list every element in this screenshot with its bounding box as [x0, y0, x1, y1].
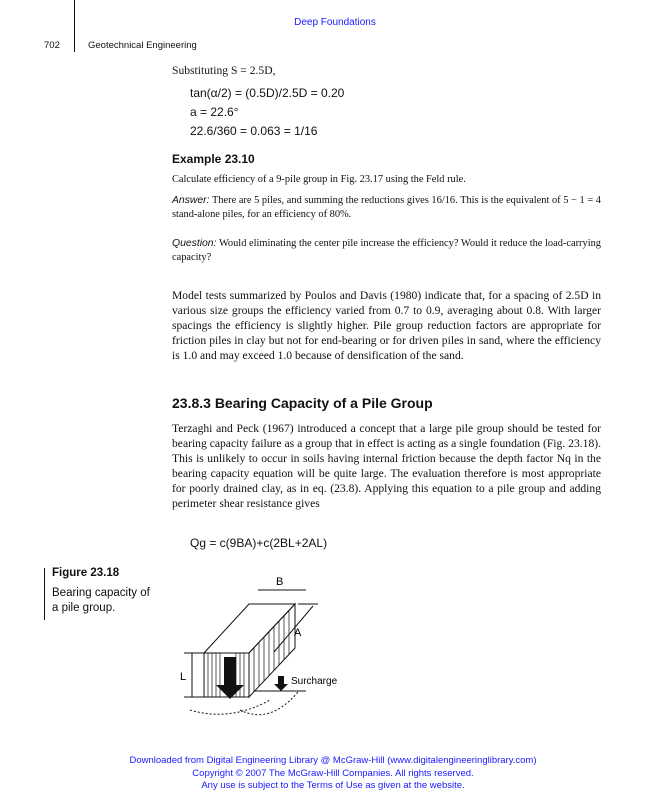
equation-4: Qg = c(9BA)+c(2BL+2AL) — [190, 536, 328, 550]
surcharge-arrow-icon — [274, 676, 288, 691]
header-rule — [74, 0, 75, 52]
question-block — [172, 237, 601, 265]
book-title: Geotechnical Engineering — [88, 40, 197, 51]
footer-copyright: Copyright © 2007 The McGraw-Hill Companies. All rights reserved. — [192, 767, 474, 779]
footer — [0, 755, 666, 793]
chapter-header-link[interactable]: Deep Foundations — [294, 17, 376, 28]
dimension-a-label: A — [294, 627, 302, 639]
dimension-b-label: B — [276, 576, 284, 588]
equation-1: tan(α/2) = (0.5D)/2.5D = 0.20 — [190, 86, 345, 100]
equation-2: a = 22.6° — [190, 105, 239, 119]
paragraph-model-tests: Model tests summarized by Poulos and Davis (1980) indicate that, for a spacing of 2.5D in various size groups the efficiency varied from 0.7 to 0.9, averaging about 0.8. With larger spacings the efficiency is slightly higher. Pile group reduction factors are appropriate for friction piles in clay but not for end-bearing or for driven piles in sand, where the efficiency is 1.0 and may exceed 1.0 because of densification of the sand. — [172, 289, 601, 362]
dimension-l-label: L — [180, 671, 187, 683]
surcharge-label: Surcharge — [291, 676, 338, 687]
substituting-text: Substituting S = 2.5D, — [172, 64, 276, 77]
footer-download-link[interactable]: Downloaded from Digital Engineering Library @ McGraw-Hill (www.digitalengineeringlibrary.com) — [129, 755, 537, 766]
section-title: 23.8.3 Bearing Capacity of a Pile Group — [172, 395, 433, 411]
answer-label: Answer: — [172, 195, 210, 206]
page-number: 702 — [44, 40, 60, 51]
example-text: Calculate efficiency of a 9-pile group in Fig. 23.17 using the Feld rule. — [172, 174, 466, 185]
footer-terms-link[interactable]: Any use is subject to the Terms of Use as given at the website. — [201, 780, 465, 791]
equation-3: 22.6/360 = 0.063 = 1/16 — [190, 124, 318, 138]
question-text: Would eliminating the center pile increase the efficiency? Would it reduce the load-carrying capacity? — [172, 238, 601, 263]
answer-block — [172, 194, 601, 222]
figure-caption: Bearing capacity of a pile group. — [52, 587, 150, 614]
example-title: Example 23.10 — [172, 152, 255, 166]
figure-label: Figure 23.18 — [52, 567, 120, 579]
answer-text: There are 5 piles, and summing the reductions gives 16/16. This is the equivalent of 5 − 1 = 4 stand-alone piles, for an efficiency of 80%. — [172, 195, 601, 220]
question-label: Question: — [172, 238, 217, 249]
pile-group-figure — [170, 560, 370, 725]
paragraph-terzaghi: Terzaghi and Peck (1967) introduced a concept that a large pile group should be tested for bearing capacity failure as a group that in effect is acting as a single foundation (Fig. 23.18). This is unlikely to occur in soils having internal friction because the depth factor Nq in the bearing capacity equation will be quite large. The evaluation therefore is most appropriate for poorly drained clay, as in eq. (23.8). Applying this equation to a pile group and adding perimeter shear resistance gives — [172, 422, 601, 510]
figure-caption-rule — [44, 568, 45, 620]
